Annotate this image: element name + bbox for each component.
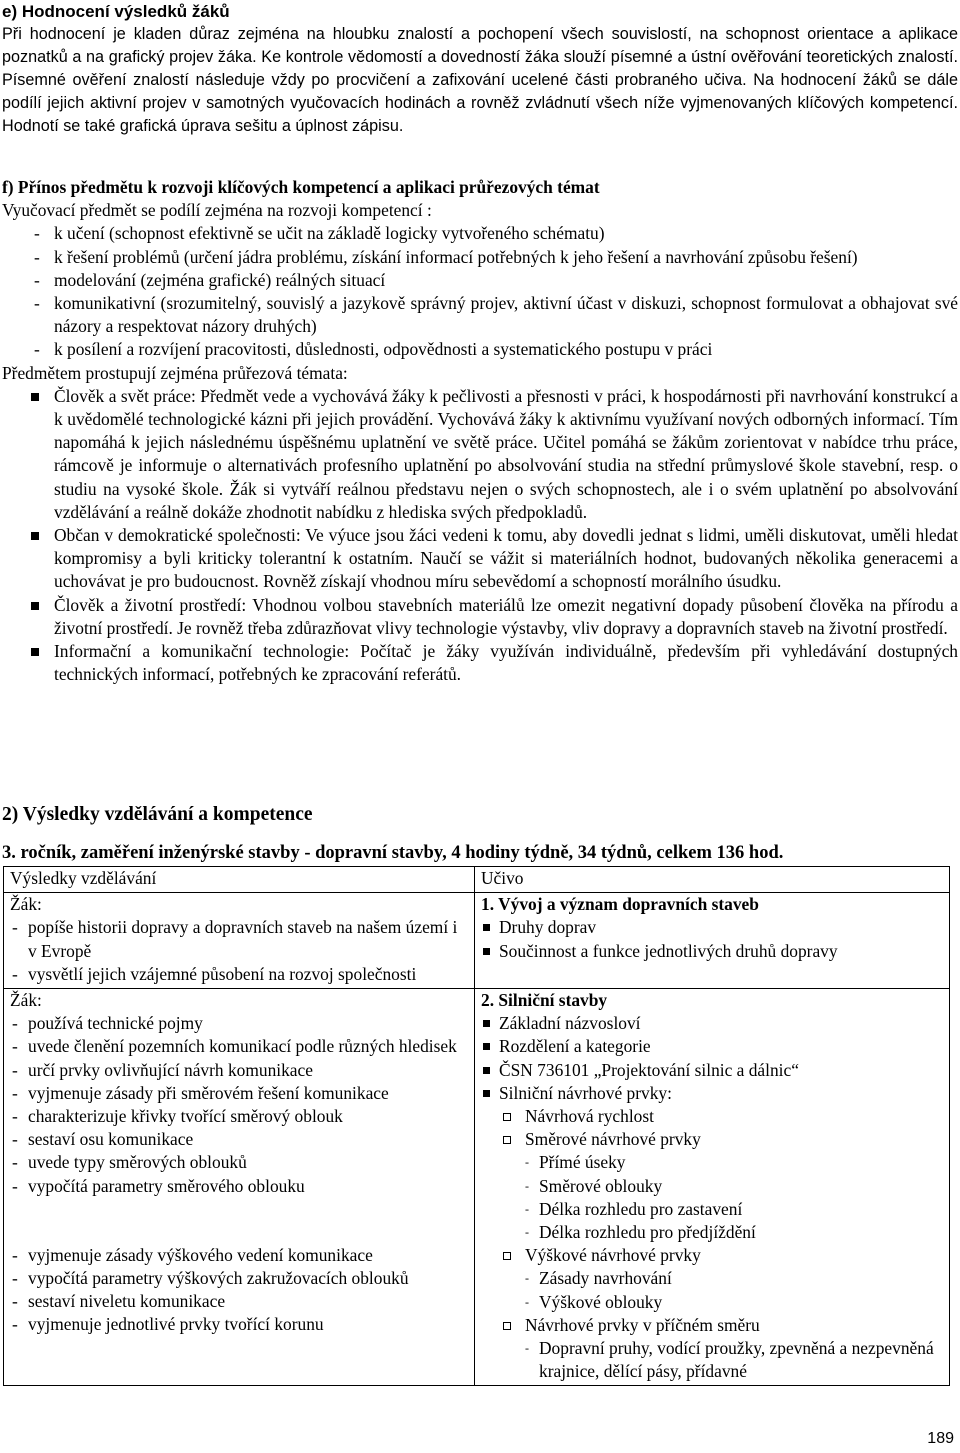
column-header-content: Učivo — [475, 867, 950, 893]
subtopic-label: Směrové návrhové prvky — [525, 1129, 701, 1150]
section-2-heading: 2) Výsledky vzdělávání a kompetence — [2, 804, 313, 825]
subtopic-label: Návrhové prvky v příčném směru — [525, 1314, 760, 1335]
topic-item: Silniční návrhové prvky: — [481, 1082, 943, 1105]
subtopic-label: Návrhová rychlost — [525, 1106, 654, 1127]
competence-item: - komunikativní (srozumitelný, souvislý a jazykově správný projev, aktivní účast v diskuzi, schopnost formulovat a obhajovat své názory a respektovat názory druhých) — [2, 292, 958, 338]
outcome-item: - používá technické pojmy — [10, 1012, 468, 1035]
section-e-heading: e) Hodnocení výsledků žáků — [2, 2, 230, 21]
topic-item: Součinnost a funkce jednotlivých druhů dopravy — [481, 940, 943, 963]
theme-item: Člověk a svět práce: Předmět vede a vychovává žáky k pečlivosti a přesnosti v práci, k hospodárnosti při navrhování konstrukcí a k uvědomělé technologické kázni při jejich provádění. Vychovává žáky k aktivnímu využívaní nových odborných informací. Tím napomáhá k jejich následnému úspěšnému uplatnění ve světě práce. Učitel pomáhá se žákům zorientovat v nabídce trhu práce, rámcově je informuje o alternativách profesního uplatnění po absolvování studia na střední průmyslové škole stavební, resp. o studiu na vysoké škole. Žák si vytváří reálnou představu nejen o svých schopnostech, ale i o svém uplatnění po absolvování vzdělávání a reálně dokáže zhodnotit nabídku z hlediska svých předpokladů. — [2, 385, 958, 524]
outcome-item: - vypočítá parametry směrového oblouku — [10, 1175, 468, 1198]
subtopic-children — [525, 1337, 943, 1383]
outcome-item: - uvede typy směrových oblouků — [10, 1151, 468, 1174]
topic-list — [481, 916, 943, 962]
outcome-item: - určí prvky ovlivňující návrh komunikace — [10, 1059, 468, 1082]
content-cell — [475, 989, 950, 1386]
topic-heading: 2. Silniční stavby — [481, 990, 608, 1011]
section-e-paragraph: Při hodnocení je kladen důraz zejména na hloubku znalostí a pochopení všech souvislostí, na schopnost orientace a aplikace poznatků a na grafický projev žáka. Ke kontrole vědomostí a dovedností žáka slouží písemné a ústní ověřování teoretických znalostí. Písemné ověření znalostí následuje vždy po procvičení a zafixování ucelené části probraného učiva. Na hodnocení žáků se dále podílí jejich aktivní projev v samotných vyučovacích hodinách a rovněž zvládnutí všech níže vyjmenovaných klíčových kompetencí. Hodnotí se také grafická úprava sešitu a úplnost zápisu. — [2, 25, 958, 135]
outcomes-cell — [4, 893, 475, 989]
student-label: Žák: — [10, 990, 42, 1011]
table-header-row — [4, 867, 950, 893]
section-f-intro: Vyučovací předmět se podílí zejména na rozvoji kompetencí : — [2, 200, 432, 221]
outcome-item: - charakterizuje křivky tvořící směrový oblouk — [10, 1105, 468, 1128]
theme-item: Člověk a životní prostředí: Vhodnou volbou stavebních materiálů lze omezit negativní dopady působení člověka na přírodu a životní prostředí. Je rovněž třeba zdůrazňovat vlivy technologie výstavby, vliv dopravy a dopravních staveb na životní prostředí. — [2, 594, 958, 640]
year-heading: 3. ročník, zaměření inženýrské stavby - dopravní stavby, 4 hodiny týdně, 34 týdnů, celkem 136 hod. — [2, 843, 784, 863]
subtopic-children — [525, 1267, 943, 1313]
theme-list — [2, 385, 958, 687]
subtopic-child: - Dopravní pruhy, vodící proužky, zpevněná a nezpevněná krajnice, dělící pásy, přídavné — [525, 1337, 943, 1383]
competence-item: - modelování (zejména grafické) reálných situací — [2, 269, 958, 292]
competence-item: - k posílení a rozvíjení pracovitosti, důslednosti, odpovědnosti a systematického postupu v práci — [2, 338, 958, 361]
outcome-item: - vysvětlí jejich vzájemné působení na rozvoj společnosti — [10, 963, 468, 986]
outcome-item: - vyjmenuje zásady výškového vedení komunikace — [10, 1244, 468, 1267]
subtopic-child: - Směrové oblouky — [525, 1175, 943, 1198]
themes-intro: Předmětem prostupují zejména průřezová témata: — [2, 362, 348, 383]
topic-heading: 1. Vývoj a význam dopravních staveb — [481, 894, 759, 915]
competence-item: - k učení (schopnost efektivně se učit na základě logicky vytvořeného schématu) — [2, 222, 958, 245]
topic-item: Základní názvosloví — [481, 1012, 943, 1035]
competence-item: - k řešení problémů (určení jádra problému, získání informací potřebných k jeho řešení a navrhování způsobu řešení) — [2, 246, 958, 269]
column-header-outcomes: Výsledky vzdělávání — [4, 867, 475, 893]
outcome-item: - uvede členění pozemních komunikací podle různých hledisek — [10, 1035, 468, 1058]
section-f-heading: f) Přínos předmětu k rozvoji klíčových kompetencí a aplikaci průřezových témat — [2, 177, 600, 197]
table-row — [4, 989, 950, 1386]
theme-item: Informační a komunikační technologie: Počítač je žáky využíván individuálně, především při vyhledávání dostupných technických informací, potřebných ke zpracování referátů. — [2, 640, 958, 686]
outcome-item: - vypočítá parametry výškových zakružovacích oblouků — [10, 1267, 468, 1290]
topic-item: Druhy doprav — [481, 916, 943, 939]
section-f — [2, 176, 958, 686]
outcome-list-vertical — [10, 1244, 468, 1337]
content-cell — [475, 893, 950, 989]
subtopic-child: - Výškové oblouky — [525, 1291, 943, 1314]
outcome-item: - sestaví osu komunikace — [10, 1128, 468, 1151]
outcome-item: - vyjmenuje zásady při směrovém řešení komunikace — [10, 1082, 468, 1105]
subtopic-children — [525, 1151, 943, 1244]
subtopic-child: - Délka rozhledu pro předjíždění — [525, 1221, 943, 1244]
outcome-item: - sestaví niveletu komunikace — [10, 1290, 468, 1313]
competence-list — [2, 222, 958, 361]
curriculum-table — [3, 866, 950, 1386]
subtopic-child: - Přímé úseky — [525, 1151, 943, 1174]
topic-item: Rozdělení a kategorie — [481, 1035, 943, 1058]
topic-list — [481, 1012, 943, 1105]
topic-item: ČSN 736101 „Projektování silnic a dálnic“ — [481, 1059, 943, 1082]
subtopic-label: Výškové návrhové prvky — [525, 1245, 701, 1266]
subtopic-child: - Zásady navrhování — [525, 1267, 943, 1290]
outcome-item: - vyjmenuje jednotlivé prvky tvořící korunu — [10, 1313, 468, 1336]
outcomes-cell — [4, 989, 475, 1386]
outcome-item: - popíše historii dopravy a dopravních staveb na našem území i v Evropě — [10, 916, 468, 962]
subtopic-child: - Délka rozhledu pro zastavení — [525, 1198, 943, 1221]
outcome-list — [10, 1012, 468, 1198]
subtopic-item — [481, 1244, 943, 1314]
subtopic-item — [481, 1105, 943, 1128]
table-row — [4, 893, 950, 989]
page-number: 189 — [927, 1430, 954, 1447]
subtopic-item — [481, 1128, 943, 1244]
section-e — [2, 0, 958, 138]
student-label: Žák: — [10, 894, 42, 915]
outcome-list — [10, 916, 468, 986]
theme-item: Občan v demokratické společnosti: Ve výuce jsou žáci vedeni k tomu, aby dovedli jednat s lidmi, uměli diskutovat, uměli hledat kompromisy a byli kriticky tolerantní k ostatním. Naučí se vážit si materiálních hodnot, budovaných několika generacemi a uchovávat je pro budoucnost. Rovněž získají vhodnou míru sebevědomí a schopností morálního úsudku. — [2, 524, 958, 594]
subtopic-list — [481, 1105, 943, 1383]
subtopic-item — [481, 1314, 943, 1384]
